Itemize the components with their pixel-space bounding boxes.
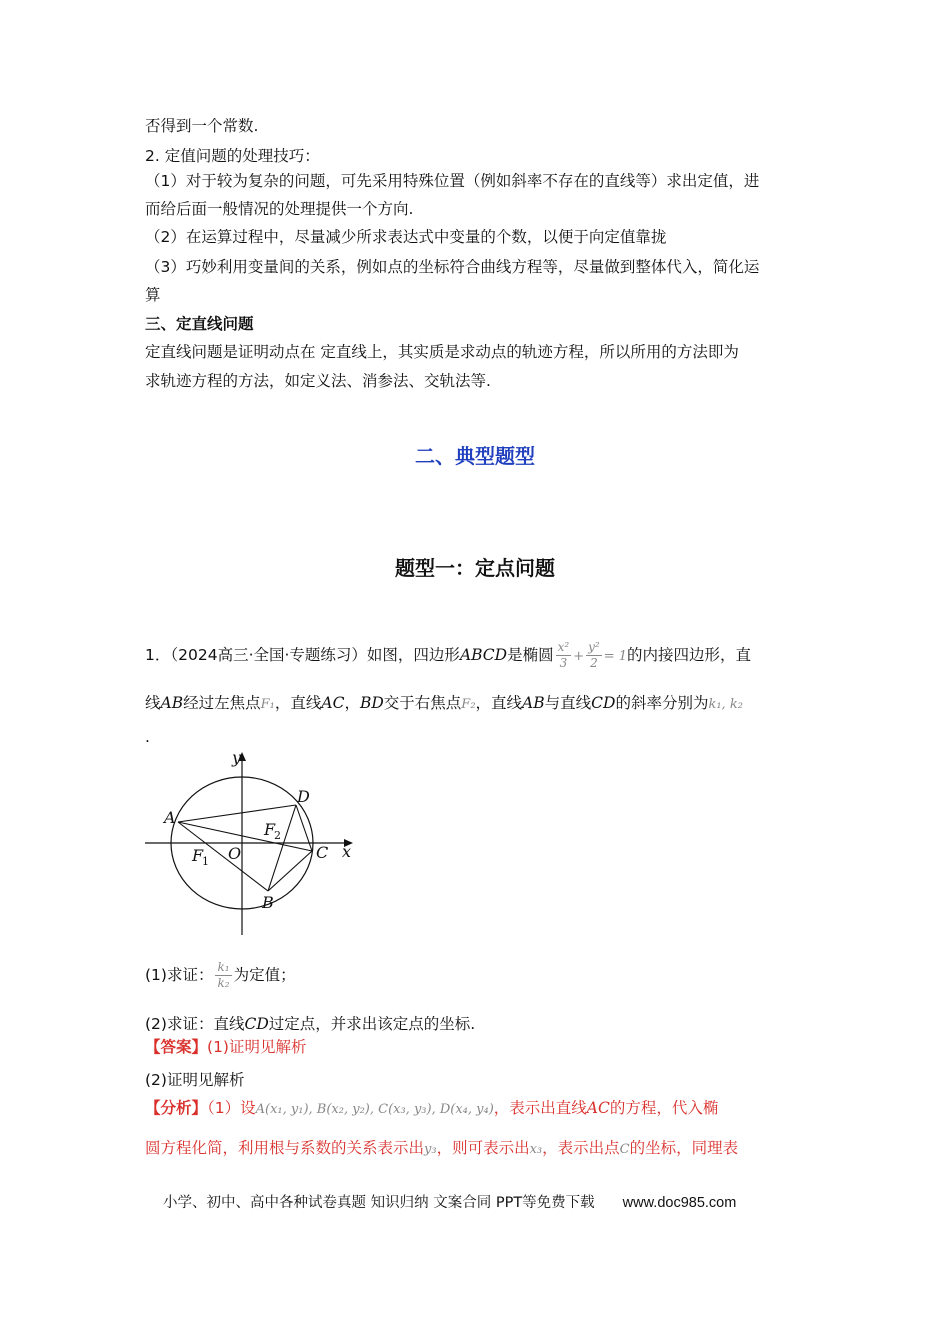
page-footer xyxy=(163,1191,736,1212)
label-a: A xyxy=(164,808,176,827)
answer-line-1: 【答案】(1)证明见解析 xyxy=(145,1038,307,1056)
label-c: C xyxy=(316,843,329,862)
intro-line-8: 定直线问题是证明动点在 定直线上，其实质是求动点的轨迹方程，所以所用的方法即为 xyxy=(145,343,739,361)
segment-dc xyxy=(296,805,312,851)
intro-line-7: 算 xyxy=(145,286,161,304)
intro-line-1: 否得到一个常数. xyxy=(145,117,259,135)
type-title: 题型一：定点问题 xyxy=(395,556,555,580)
problem-inner: 的内接四边形，直 xyxy=(627,646,752,664)
question-2: (2)求证：直线CD过定点，并求出该定点的坐标. xyxy=(145,1015,476,1033)
ellipse-plus: + xyxy=(573,649,585,664)
label-d: D xyxy=(297,787,310,806)
footer-site[interactable]: www.doc985.com xyxy=(622,1195,737,1211)
section-heading-3: 三、定直线问题 xyxy=(145,315,254,333)
label-b: B xyxy=(262,893,274,912)
label-f2-sub: 2 xyxy=(274,829,281,842)
question-1: (1)求证： $\frac{\text{k₁}}{\text{k₂}}$ 为定值； xyxy=(145,960,296,990)
problem-is-ellipse: 是椭圆 xyxy=(507,646,554,664)
problem-line-1 xyxy=(145,640,751,672)
analysis-tag: 【分析】 xyxy=(145,1099,208,1117)
label-x: x xyxy=(342,842,352,861)
problem-source: （2024高三·全国·专题练习）如图，四边形 xyxy=(170,646,460,664)
problem-number: 1． xyxy=(145,646,171,664)
intro-line-9: 求轨迹方程的方法，如定义法、消参法、交轨法等. xyxy=(145,372,491,390)
label-f2: F xyxy=(264,820,276,839)
label-f1-sub: 1 xyxy=(202,855,209,868)
ellipse-figure xyxy=(140,745,370,940)
ratio-frac: $\frac{\text{k₁}}{\text{k₂}}$ xyxy=(217,960,230,990)
ellipse-frac-y: $\frac{\text{y²}}{2}$ xyxy=(588,640,600,670)
section-title: 二、典型题型 xyxy=(415,444,535,468)
analysis-line-1: 【分析】（1）设A(x₁, y₁), B(x₂, y₂), C(x₃, y₃), D(x₄, y₄)，表示出直线AC的方程，代入椭 xyxy=(145,1099,719,1117)
problem-abcd: ABCD xyxy=(459,646,508,664)
problem-line-3: . xyxy=(145,728,150,746)
footer-text: 小学、初中、高中各种试卷真题 知识归纳 文案合同 PPT等免费下载 xyxy=(163,1195,595,1211)
segment-ad xyxy=(178,805,296,822)
ellipse-frac-x: $\frac{\text{x²}}{3}$ xyxy=(557,640,570,670)
intro-line-3: （1）对于较为复杂的问题，可先采用特殊位置（例如斜率不存在的直线等）求出定值，进 xyxy=(145,172,760,190)
intro-line-2: 2. 定值问题的处理技巧： xyxy=(145,147,320,165)
problem-line-2: 线AB经过左焦点F₁，直线AC，BD交于右焦点F₂，直线AB与直线CD的斜率分别为k₁, k₂ xyxy=(145,694,743,712)
label-o: O xyxy=(228,844,242,863)
intro-line-4: 而给后面一般情况的处理提供一个方向. xyxy=(145,200,414,218)
intro-line-6: （3）巧妙利用变量间的关系，例如点的坐标符合曲线方程等，尽量做到整体代入，简化运 xyxy=(145,258,760,276)
analysis-line-2: 圆方程化简，利用根与系数的关系表示出y₃，则可表示出x₃，表示出点C的坐标，同理表 xyxy=(145,1139,739,1157)
answer-tag: 【答案】 xyxy=(145,1038,208,1056)
ellipse-eq-one: = 1 xyxy=(603,649,627,664)
answer-line-2: (2)证明见解析 xyxy=(145,1071,245,1089)
label-y: y xyxy=(232,748,242,767)
label-f1: F xyxy=(192,846,204,865)
intro-line-5: （2）在运算过程中，尽量减少所求表达式中变量的个数，以便于向定值靠拢 xyxy=(145,228,667,246)
